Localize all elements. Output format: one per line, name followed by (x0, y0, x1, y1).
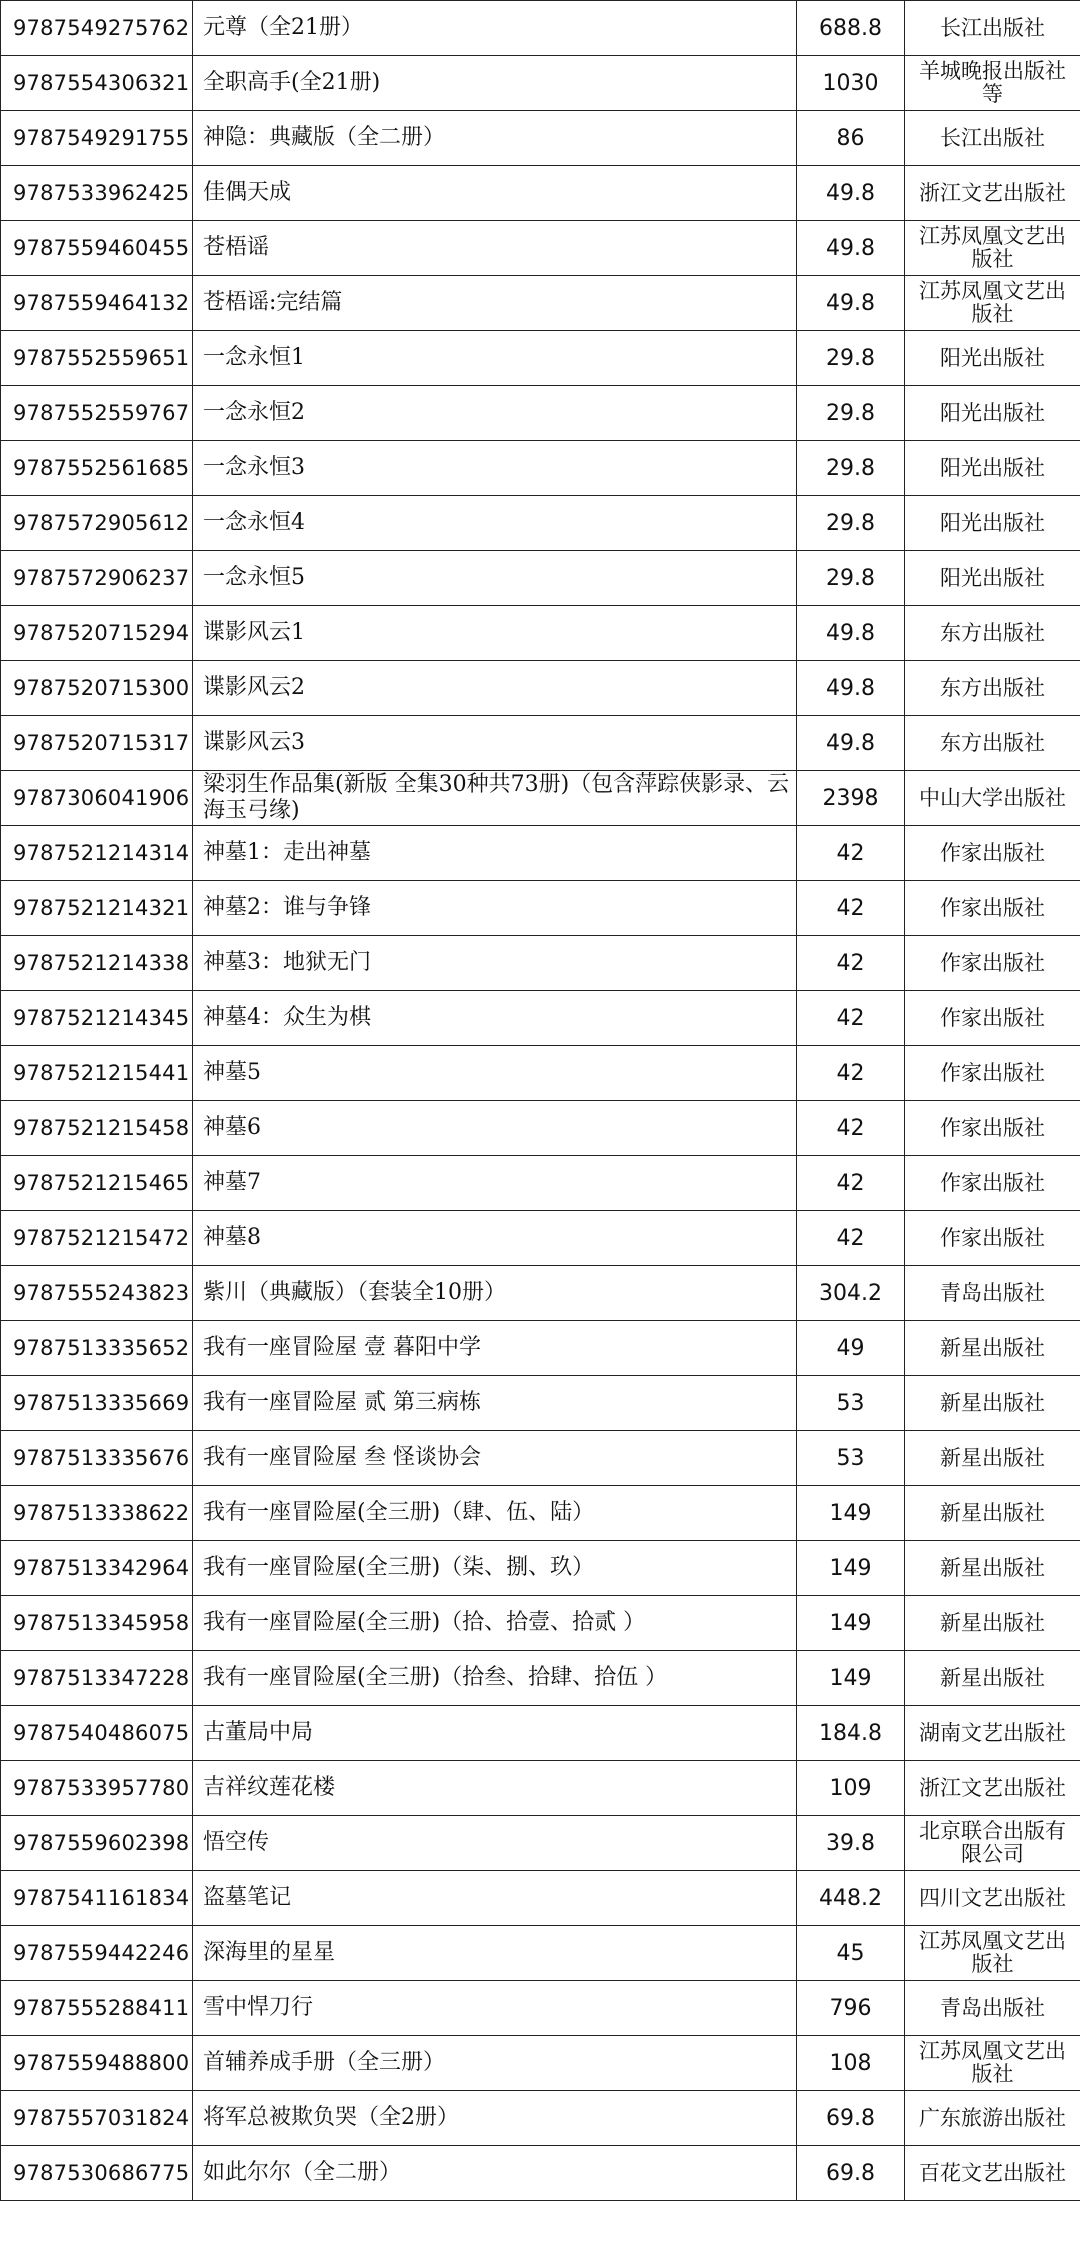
table-row (1, 881, 1080, 936)
publisher-cell: 中山大学出版社 (905, 771, 1080, 826)
isbn-cell: 9787552559767 (1, 386, 193, 441)
price-cell: 2398 (797, 771, 905, 826)
isbn-cell: 9787559602398 (1, 1816, 193, 1871)
isbn-cell: 9787513335652 (1, 1321, 193, 1376)
publisher-cell: 新星出版社 (905, 1321, 1080, 1376)
publisher-cell: 江苏凤凰文艺出版社 (905, 221, 1080, 276)
title-cell: 一念永恒1 (193, 331, 797, 386)
isbn-cell: 9787520715317 (1, 716, 193, 771)
isbn-cell: 9787513338622 (1, 1486, 193, 1541)
title-cell: 神墓7 (193, 1156, 797, 1211)
isbn-cell: 9787530686775 (1, 2146, 193, 2201)
table-row (1, 2146, 1080, 2201)
isbn-cell: 9787549275762 (1, 1, 193, 56)
title-cell: 吉祥纹莲花楼 (193, 1761, 797, 1816)
table-row (1, 661, 1080, 716)
table-row (1, 1981, 1080, 2036)
publisher-cell: 青岛出版社 (905, 1981, 1080, 2036)
price-cell: 29.8 (797, 441, 905, 496)
title-cell: 一念永恒5 (193, 551, 797, 606)
title-cell: 一念永恒3 (193, 441, 797, 496)
table-row (1, 826, 1080, 881)
table-row (1, 1321, 1080, 1376)
title-cell: 全职高手(全21册) (193, 56, 797, 111)
table-row (1, 331, 1080, 386)
publisher-cell: 作家出版社 (905, 991, 1080, 1046)
title-cell: 紫川（典藏版）（套装全10册） (193, 1266, 797, 1321)
title-cell: 谍影风云1 (193, 606, 797, 661)
price-cell: 49.8 (797, 221, 905, 276)
price-cell: 53 (797, 1431, 905, 1486)
publisher-cell: 东方出版社 (905, 661, 1080, 716)
price-cell: 108 (797, 2036, 905, 2091)
isbn-cell: 9787521215472 (1, 1211, 193, 1266)
table-row (1, 441, 1080, 496)
price-cell: 42 (797, 936, 905, 991)
publisher-cell: 广东旅游出版社 (905, 2091, 1080, 2146)
table-row (1, 56, 1080, 111)
title-cell: 元尊（全21册） (193, 1, 797, 56)
price-cell: 49.8 (797, 276, 905, 331)
table-row (1, 111, 1080, 166)
title-cell: 谍影风云2 (193, 661, 797, 716)
title-cell: 我有一座冒险屋(全三册)（拾、拾壹、拾贰 ） (193, 1596, 797, 1651)
price-cell: 42 (797, 826, 905, 881)
title-cell: 我有一座冒险屋(全三册)（肆、伍、陆） (193, 1486, 797, 1541)
table-row (1, 1541, 1080, 1596)
publisher-cell: 作家出版社 (905, 936, 1080, 991)
isbn-cell: 9787559464132 (1, 276, 193, 331)
publisher-cell: 浙江文艺出版社 (905, 166, 1080, 221)
price-cell: 109 (797, 1761, 905, 1816)
publisher-cell: 百花文艺出版社 (905, 2146, 1080, 2201)
price-cell: 149 (797, 1541, 905, 1596)
isbn-cell: 9787552561685 (1, 441, 193, 496)
title-cell: 将军总被欺负哭（全2册） (193, 2091, 797, 2146)
price-cell: 29.8 (797, 551, 905, 606)
isbn-cell: 9787533957780 (1, 1761, 193, 1816)
table-row (1, 496, 1080, 551)
table-row (1, 1156, 1080, 1211)
publisher-cell: 长江出版社 (905, 1, 1080, 56)
table-row (1, 716, 1080, 771)
price-cell: 42 (797, 1101, 905, 1156)
table-row (1, 2036, 1080, 2091)
isbn-cell: 9787555243823 (1, 1266, 193, 1321)
price-cell: 184.8 (797, 1706, 905, 1761)
price-cell: 448.2 (797, 1871, 905, 1926)
publisher-cell: 新星出版社 (905, 1596, 1080, 1651)
title-cell: 神墓8 (193, 1211, 797, 1266)
title-cell: 神墓3：地狱无门 (193, 936, 797, 991)
isbn-cell: 9787533962425 (1, 166, 193, 221)
publisher-cell: 江苏凤凰文艺出版社 (905, 1926, 1080, 1981)
table-row (1, 1211, 1080, 1266)
table-row (1, 1926, 1080, 1981)
price-cell: 86 (797, 111, 905, 166)
title-cell: 盗墓笔记 (193, 1871, 797, 1926)
publisher-cell: 作家出版社 (905, 1156, 1080, 1211)
table-row (1, 1, 1080, 56)
publisher-cell: 作家出版社 (905, 881, 1080, 936)
price-cell: 149 (797, 1486, 905, 1541)
title-cell: 我有一座冒险屋(全三册)（柒、捌、玖） (193, 1541, 797, 1596)
price-cell: 42 (797, 991, 905, 1046)
price-cell: 69.8 (797, 2146, 905, 2201)
publisher-cell: 作家出版社 (905, 826, 1080, 881)
table-row (1, 551, 1080, 606)
publisher-cell: 新星出版社 (905, 1376, 1080, 1431)
table-row (1, 166, 1080, 221)
table-row (1, 1816, 1080, 1871)
publisher-cell: 青岛出版社 (905, 1266, 1080, 1321)
price-cell: 42 (797, 1046, 905, 1101)
publisher-cell: 作家出版社 (905, 1101, 1080, 1156)
isbn-cell: 9787521214321 (1, 881, 193, 936)
title-cell: 首辅养成手册（全三册） (193, 2036, 797, 2091)
publisher-cell: 阳光出版社 (905, 551, 1080, 606)
publisher-cell: 东方出版社 (905, 716, 1080, 771)
publisher-cell: 新星出版社 (905, 1486, 1080, 1541)
title-cell: 苍梧谣 (193, 221, 797, 276)
table-row (1, 991, 1080, 1046)
price-cell: 42 (797, 881, 905, 936)
price-cell: 53 (797, 1376, 905, 1431)
table-row (1, 771, 1080, 826)
table-row (1, 1376, 1080, 1431)
title-cell: 梁羽生作品集(新版 全集30种共73册)（包含萍踪侠影录、云海玉弓缘) (193, 771, 797, 826)
isbn-cell: 9787572906237 (1, 551, 193, 606)
isbn-cell: 9787557031824 (1, 2091, 193, 2146)
publisher-cell: 阳光出版社 (905, 496, 1080, 551)
table-row (1, 1431, 1080, 1486)
price-cell: 42 (797, 1211, 905, 1266)
publisher-cell: 羊城晚报出版社等 (905, 56, 1080, 111)
title-cell: 神墓1：走出神墓 (193, 826, 797, 881)
isbn-cell: 9787559442246 (1, 1926, 193, 1981)
title-cell: 悟空传 (193, 1816, 797, 1871)
price-cell: 149 (797, 1596, 905, 1651)
price-cell: 42 (797, 1156, 905, 1211)
title-cell: 神墓6 (193, 1101, 797, 1156)
title-cell: 佳偶天成 (193, 166, 797, 221)
publisher-cell: 阳光出版社 (905, 386, 1080, 441)
isbn-cell: 9787513347228 (1, 1651, 193, 1706)
isbn-cell: 9787554306321 (1, 56, 193, 111)
price-cell: 45 (797, 1926, 905, 1981)
title-cell: 深海里的星星 (193, 1926, 797, 1981)
table-row (1, 1706, 1080, 1761)
publisher-cell: 作家出版社 (905, 1046, 1080, 1101)
table-row (1, 936, 1080, 991)
title-cell: 一念永恒4 (193, 496, 797, 551)
isbn-cell: 9787306041906 (1, 771, 193, 826)
isbn-cell: 9787520715294 (1, 606, 193, 661)
title-cell: 如此尔尔（全二册） (193, 2146, 797, 2201)
publisher-cell: 北京联合出版有限公司 (905, 1816, 1080, 1871)
isbn-cell: 9787555288411 (1, 1981, 193, 2036)
price-cell: 29.8 (797, 496, 905, 551)
isbn-cell: 9787521214338 (1, 936, 193, 991)
price-cell: 49.8 (797, 661, 905, 716)
price-cell: 1030 (797, 56, 905, 111)
isbn-cell: 9787552559651 (1, 331, 193, 386)
publisher-cell: 湖南文艺出版社 (905, 1706, 1080, 1761)
title-cell: 苍梧谣:完结篇 (193, 276, 797, 331)
title-cell: 我有一座冒险屋 贰 第三病栋 (193, 1376, 797, 1431)
publisher-cell: 四川文艺出版社 (905, 1871, 1080, 1926)
price-cell: 49 (797, 1321, 905, 1376)
publisher-cell: 新星出版社 (905, 1431, 1080, 1486)
title-cell: 谍影风云3 (193, 716, 797, 771)
publisher-cell: 新星出版社 (905, 1651, 1080, 1706)
price-cell: 29.8 (797, 331, 905, 386)
title-cell: 我有一座冒险屋 壹 暮阳中学 (193, 1321, 797, 1376)
publisher-cell: 阳光出版社 (905, 441, 1080, 496)
isbn-cell: 9787513345958 (1, 1596, 193, 1651)
title-cell: 神隐：典藏版（全二册） (193, 111, 797, 166)
price-cell: 29.8 (797, 386, 905, 441)
publisher-cell: 作家出版社 (905, 1211, 1080, 1266)
publisher-cell: 阳光出版社 (905, 331, 1080, 386)
isbn-cell: 9787513335669 (1, 1376, 193, 1431)
title-cell: 雪中悍刀行 (193, 1981, 797, 2036)
table-row (1, 1871, 1080, 1926)
isbn-cell: 9787513342964 (1, 1541, 193, 1596)
title-cell: 我有一座冒险屋 叁 怪谈协会 (193, 1431, 797, 1486)
isbn-cell: 9787521214345 (1, 991, 193, 1046)
table-body (1, 1, 1080, 2201)
table-row (1, 2091, 1080, 2146)
table-row (1, 606, 1080, 661)
isbn-cell: 9787513335676 (1, 1431, 193, 1486)
table-row (1, 1761, 1080, 1816)
isbn-cell: 9787572905612 (1, 496, 193, 551)
table-row (1, 276, 1080, 331)
isbn-cell: 9787521214314 (1, 826, 193, 881)
table-row (1, 1651, 1080, 1706)
isbn-cell: 9787549291755 (1, 111, 193, 166)
price-cell: 49.8 (797, 166, 905, 221)
table-row (1, 1486, 1080, 1541)
price-cell: 304.2 (797, 1266, 905, 1321)
price-cell: 69.8 (797, 2091, 905, 2146)
table-row (1, 1046, 1080, 1101)
isbn-cell: 9787540486075 (1, 1706, 193, 1761)
publisher-cell: 浙江文艺出版社 (905, 1761, 1080, 1816)
table-row (1, 1596, 1080, 1651)
price-cell: 49.8 (797, 716, 905, 771)
publisher-cell: 东方出版社 (905, 606, 1080, 661)
table-row (1, 1266, 1080, 1321)
title-cell: 我有一座冒险屋(全三册)（拾叁、拾肆、拾伍 ） (193, 1651, 797, 1706)
publisher-cell: 长江出版社 (905, 111, 1080, 166)
isbn-cell: 9787521215458 (1, 1101, 193, 1156)
isbn-cell: 9787521215465 (1, 1156, 193, 1211)
publisher-cell: 江苏凤凰文艺出版社 (905, 2036, 1080, 2091)
title-cell: 神墓5 (193, 1046, 797, 1101)
price-cell: 796 (797, 1981, 905, 2036)
publisher-cell: 新星出版社 (905, 1541, 1080, 1596)
price-cell: 688.8 (797, 1, 905, 56)
price-cell: 49.8 (797, 606, 905, 661)
title-cell: 古董局中局 (193, 1706, 797, 1761)
table-row (1, 386, 1080, 441)
price-cell: 149 (797, 1651, 905, 1706)
isbn-cell: 9787541161834 (1, 1871, 193, 1926)
publisher-cell: 江苏凤凰文艺出版社 (905, 276, 1080, 331)
isbn-cell: 9787559460455 (1, 221, 193, 276)
title-cell: 一念永恒2 (193, 386, 797, 441)
title-cell: 神墓4：众生为棋 (193, 991, 797, 1046)
price-cell: 39.8 (797, 1816, 905, 1871)
title-cell: 神墓2：谁与争锋 (193, 881, 797, 936)
table-row (1, 221, 1080, 276)
isbn-cell: 9787521215441 (1, 1046, 193, 1101)
table-row (1, 1101, 1080, 1156)
isbn-cell: 9787520715300 (1, 661, 193, 716)
isbn-cell: 9787559488800 (1, 2036, 193, 2091)
